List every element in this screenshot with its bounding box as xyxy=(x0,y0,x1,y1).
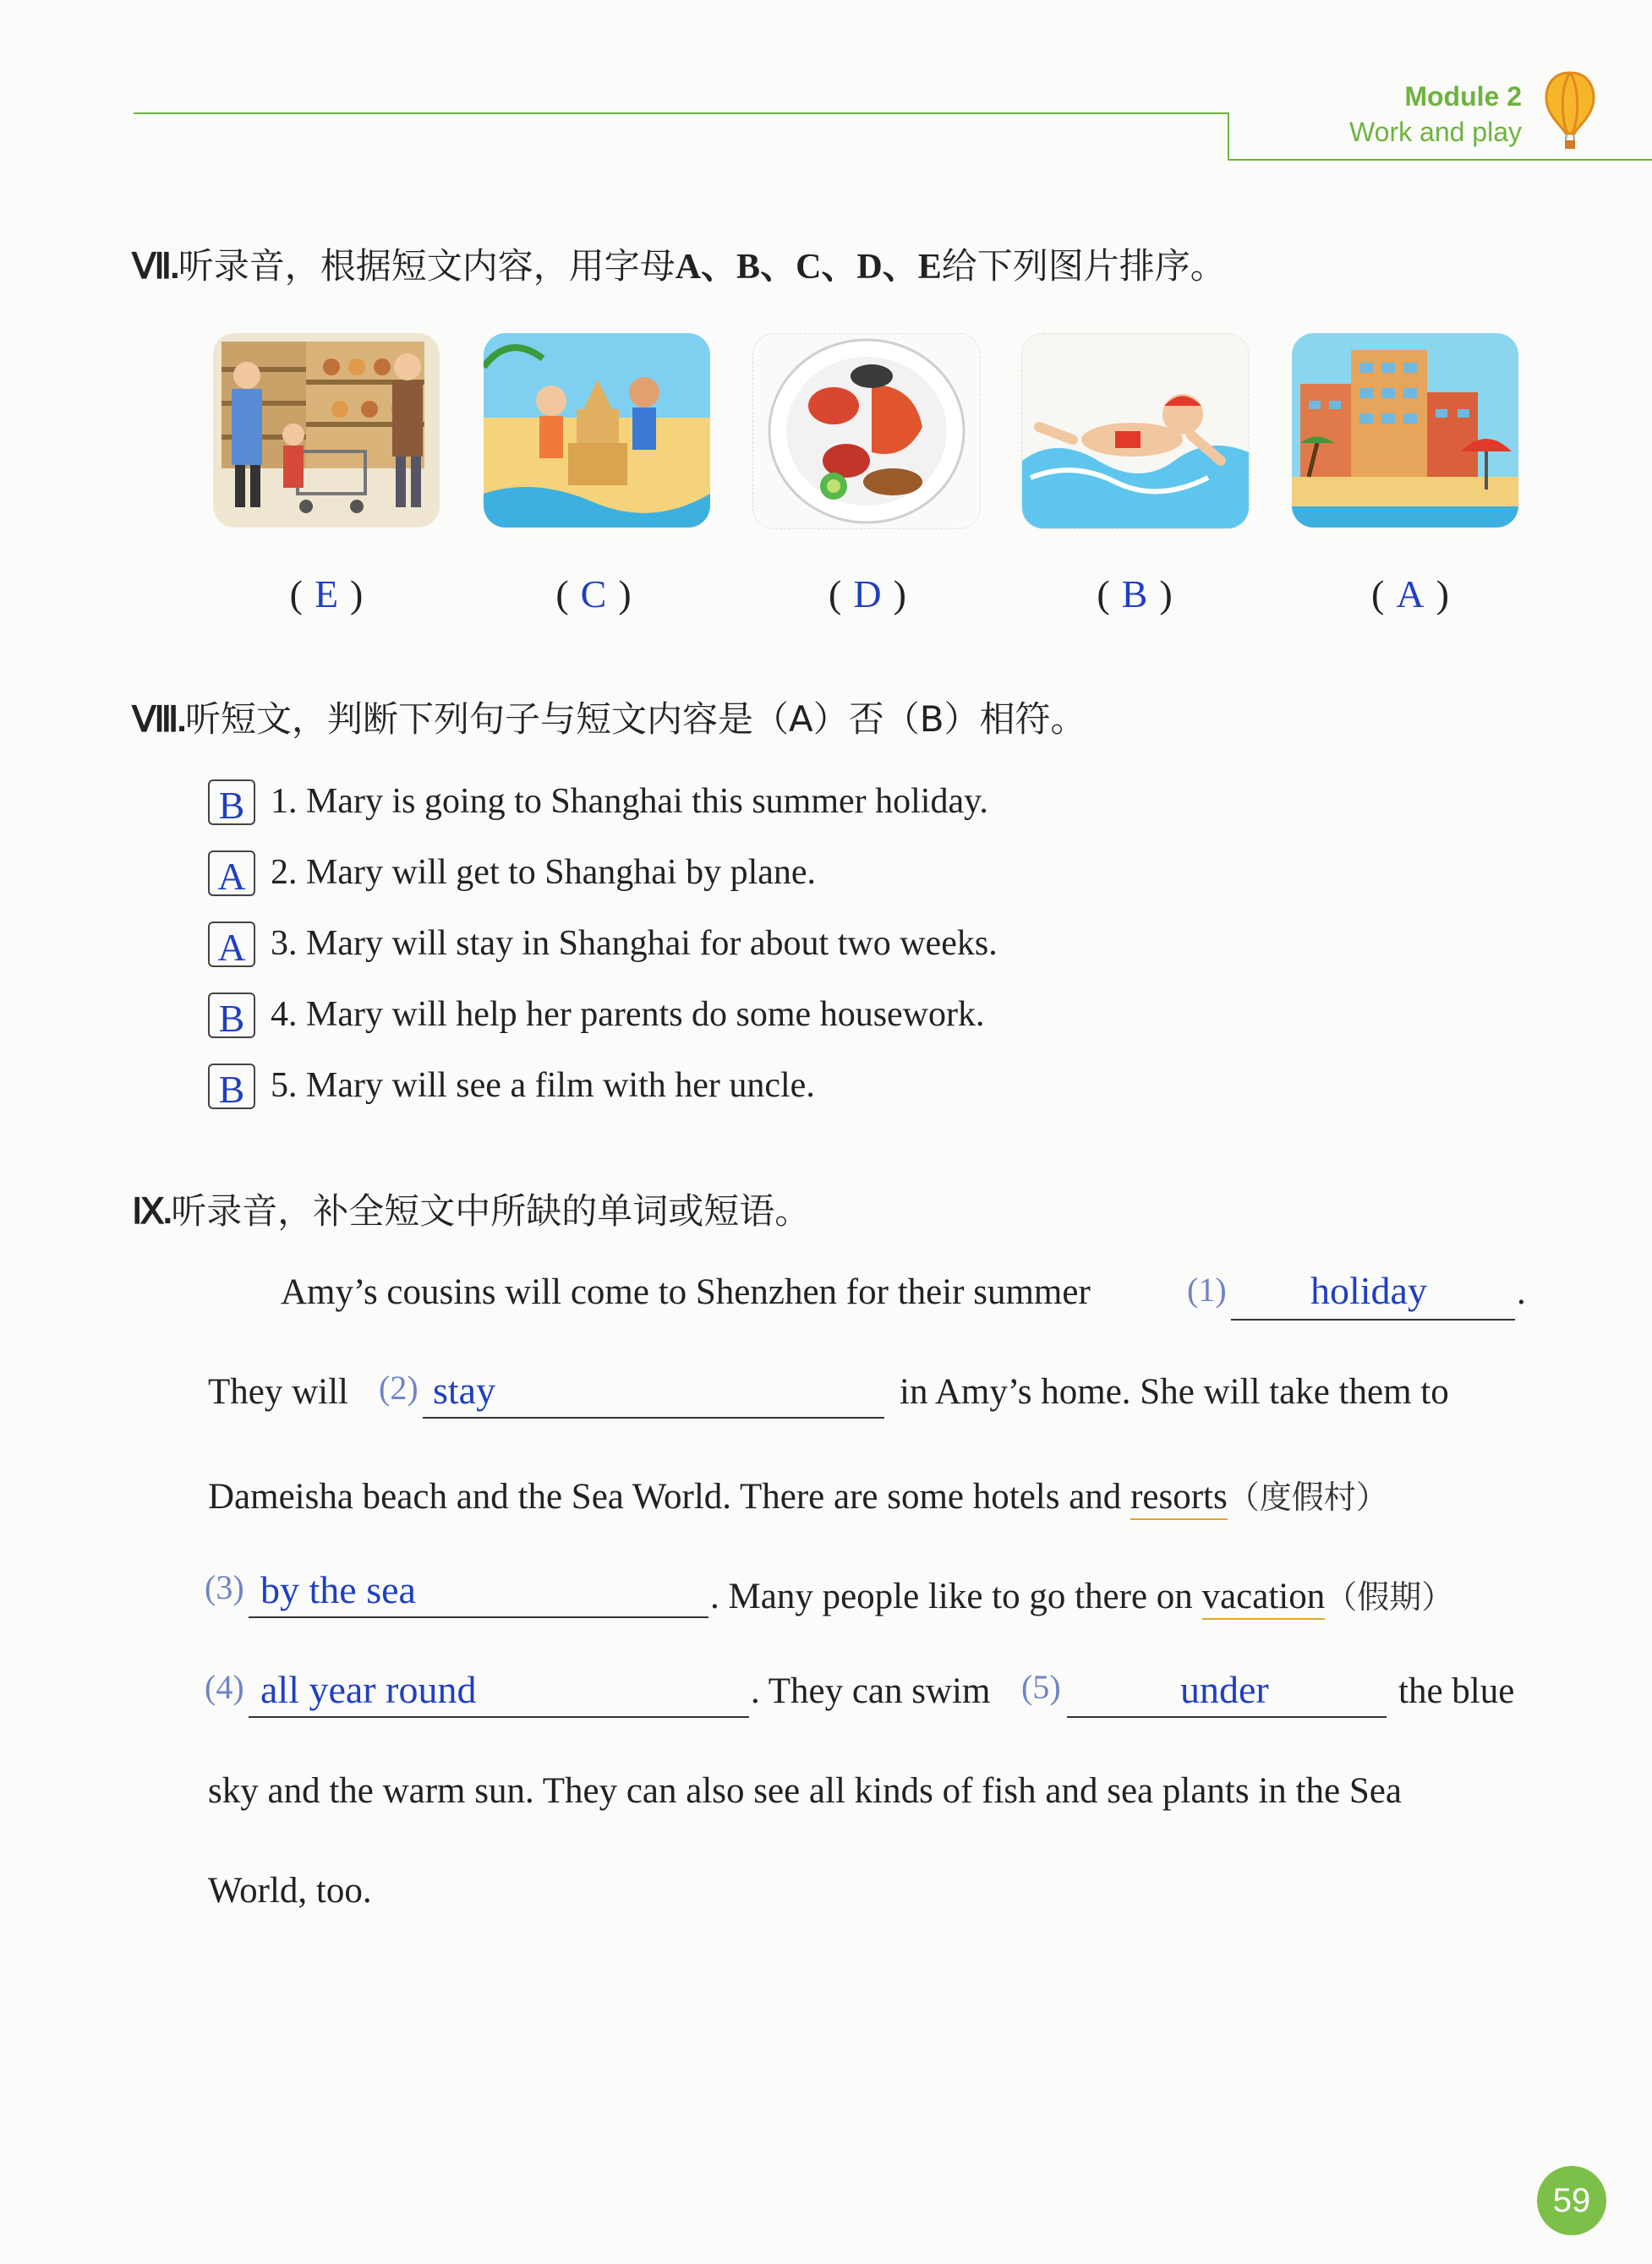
section-9-title xyxy=(132,1184,810,1234)
picture-3-answer: ( D ) xyxy=(829,572,906,615)
supermarket-family-picture xyxy=(213,333,440,528)
blank-3-answer: by the sea xyxy=(260,1568,416,1611)
section-9-number: Ⅸ. xyxy=(132,1191,172,1231)
header-rule-right xyxy=(1228,159,1652,161)
passage-line-7: World, too. xyxy=(208,1871,372,1911)
blank-1-answer: holiday xyxy=(1310,1269,1427,1312)
judge-statement: 2. Mary will get to Shanghai by plane. xyxy=(271,853,817,892)
passage-line-3a: Dameisha beach and the Sea World. There are some hotels and xyxy=(208,1477,1122,1517)
picture-1-answer: ( E ) xyxy=(289,572,364,615)
passage-line-3 xyxy=(208,1471,1388,1518)
section-7-number: Ⅶ. xyxy=(132,246,178,286)
picture-5-answer: ( A ) xyxy=(1371,572,1449,615)
page-number: 59 xyxy=(1537,2166,1606,2235)
passage-line-5a: . They can swim xyxy=(751,1671,991,1711)
answer-letter: C xyxy=(580,572,607,615)
blank-5-answer: under xyxy=(1180,1668,1269,1711)
answer-letter: D xyxy=(853,572,882,615)
module-title: Module 2 xyxy=(1404,81,1522,112)
passage-line-4a: . Many people like to go there on xyxy=(710,1577,1193,1616)
blank-number: (1) xyxy=(1187,1271,1227,1309)
swimming-boy-picture xyxy=(1021,333,1250,529)
blank-4-answer: all year round xyxy=(260,1668,477,1711)
module-subtitle: Work and play xyxy=(1349,117,1522,147)
answer-letter: B xyxy=(1121,572,1148,615)
header-rule-step xyxy=(1228,112,1229,160)
passage-line-6: sky and the warm sun. They can also see all kinds of fish and sea plants in the Sea xyxy=(208,1771,1402,1811)
keyword-resorts: resorts xyxy=(1130,1477,1228,1520)
judge-statement: 1. Mary is going to Shanghai this summer holiday. xyxy=(271,782,988,821)
blank-2-answer: stay xyxy=(433,1369,496,1412)
judge-answer-box: B xyxy=(208,993,255,1038)
section-7-letters: A、B、C、D、E xyxy=(675,248,942,287)
section-9-instruction: 听录音，补全短文中所缺的单词或短语。 xyxy=(171,1190,811,1232)
section-8-number: Ⅷ. xyxy=(132,699,185,739)
blank-number: (5) xyxy=(1021,1668,1061,1706)
answer-letter: A xyxy=(1396,572,1425,615)
section-8-title xyxy=(132,692,1086,742)
answer-letter: E xyxy=(314,572,339,615)
passage-period: . xyxy=(1517,1272,1526,1312)
section-7-title xyxy=(132,238,1226,289)
header-rule xyxy=(134,112,1228,114)
passage-line-1: Amy’s cousins will come to Shenzhen for their summer xyxy=(281,1272,1091,1312)
picture-4-answer: ( B ) xyxy=(1097,572,1173,615)
gloss-vacation: （假期） xyxy=(1325,1578,1454,1616)
blank-number: (2) xyxy=(379,1369,418,1407)
balloon-icon xyxy=(1540,69,1600,154)
judge-answer-box: A xyxy=(208,921,255,967)
passage-line-5b: the blue xyxy=(1398,1671,1515,1711)
seafood-plate-picture xyxy=(752,333,981,529)
blank-number: (3) xyxy=(205,1568,244,1606)
judge-statement: 4. Mary will help her parents do some housework. xyxy=(271,995,985,1034)
judge-answer-box: B xyxy=(208,779,255,825)
section-8-instruction: 听短文，判断下列句子与短文内容是 xyxy=(184,698,753,740)
judge-statement: 3. Mary will stay in Shanghai for about two weeks. xyxy=(271,924,998,963)
keyword-vacation: vacation xyxy=(1202,1577,1326,1620)
section-8-options: （A）否（B）相符。 xyxy=(753,698,1086,740)
section-7-instruction-end: 给下列图片排序。 xyxy=(941,245,1226,287)
section-7-instruction: 听录音，根据短文内容，用字母 xyxy=(178,245,676,287)
judge-statement: 5. Mary will see a film with her uncle. xyxy=(271,1066,815,1105)
passage-line-2a: They will xyxy=(208,1372,348,1412)
gloss-resorts: （度假村） xyxy=(1227,1479,1388,1516)
beach-hotel-picture xyxy=(1292,333,1518,528)
judge-answer-box: A xyxy=(208,850,255,896)
picture-2-answer: ( C ) xyxy=(555,572,632,615)
passage-line-4 xyxy=(710,1571,1453,1617)
blank-number: (4) xyxy=(205,1668,244,1706)
passage-line-2b: in Amy’s home. She will take them to xyxy=(900,1372,1449,1412)
sandcastle-beach-picture xyxy=(484,333,710,528)
judge-answer-box: B xyxy=(208,1064,255,1109)
